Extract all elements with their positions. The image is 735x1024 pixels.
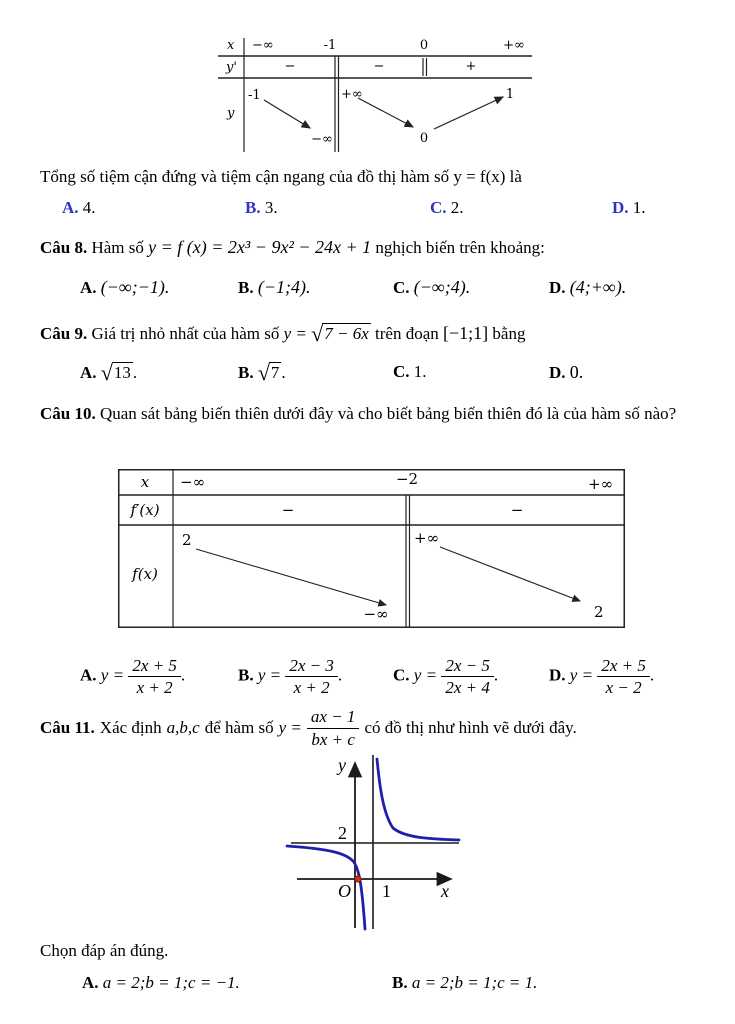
q9-option-a-radicand: 13: [113, 363, 131, 382]
q10-option-a-prefix: y =: [100, 665, 125, 685]
q10-number: Câu 10.: [40, 404, 96, 423]
q9-options: [0, 362, 735, 390]
q9-option-c-text: 1.: [413, 362, 427, 381]
q9-mid: trên đoạn: [375, 324, 439, 343]
q10-option-a-letter: A.: [80, 665, 97, 685]
q9-math-prefix: y =: [283, 324, 307, 343]
q8-option-c-letter: C.: [393, 278, 410, 297]
q11-post: có đồ thị như hình vẽ dưới đây.: [364, 718, 577, 737]
q11-pre: Xác định: [99, 718, 162, 737]
q10-x-neg-inf: −∞: [180, 473, 206, 491]
q7-option-b-text: 3.: [264, 198, 278, 217]
q11-graph-one: 1: [382, 881, 391, 901]
q9-radicand: 7 − 6x: [324, 324, 369, 343]
q10-table-label-f: f(x): [132, 565, 158, 583]
q7-y-min: 0: [419, 131, 429, 146]
q10-variation-table: [118, 469, 625, 628]
q11-graph-ylabel: y: [338, 755, 346, 775]
q8-pre: Hàm số: [91, 238, 144, 257]
q11-number: Câu 11.: [40, 718, 95, 737]
q7-y-neg-inf: −∞: [311, 132, 333, 147]
q10-text: Quan sát bảng biến thiên dưới đây và cho biết bảng biến thiên đó là của hàm số nào?: [99, 404, 677, 423]
q9-option-a-letter: A.: [80, 363, 97, 382]
q7-x-pos-inf: +∞: [503, 38, 525, 53]
q7-x-minus-1: -1: [323, 38, 337, 53]
q8-option-b-letter: B.: [238, 278, 254, 297]
q10-option-c-fraction: [441, 656, 494, 697]
q8-option-d: [549, 277, 626, 298]
q11-numerator: ax − 1: [307, 707, 360, 728]
q7-question: Tổng số tiệm cận đứng và tiệm cận ngang của đồ thị hàm số y = f(x) là: [40, 167, 522, 186]
q8-math: y = f (x) = 2x³ − 9x² − 24x + 1: [148, 237, 372, 257]
q9-option-b-radical: √: [257, 360, 270, 385]
q7-option-b-letter: B.: [245, 198, 261, 217]
q10-option-a-denominator: x + 2: [136, 678, 173, 698]
q10-option-a-fraction: [128, 656, 181, 697]
q7-y-pos-inf: +∞: [341, 87, 363, 102]
q10-table-label-x: x: [140, 473, 150, 491]
q9-post: bằng: [492, 324, 526, 343]
q10-option-c-numerator: 2x − 5: [441, 656, 494, 677]
q7-option-c-letter: C.: [430, 198, 447, 217]
q7-table-lines: [218, 36, 536, 156]
q8-option-b: [238, 277, 310, 298]
q11-choose-prompt: Chọn đáp án đúng.: [40, 941, 169, 960]
q11-option-a-text: a = 2;b = 1;c = −1.: [102, 973, 240, 992]
q9-interval: [−1;1]: [443, 323, 489, 343]
q8-question: [40, 237, 545, 258]
q9-option-c: [393, 362, 427, 382]
q11-graph: [285, 753, 465, 933]
q10-option-c-prefix: y =: [413, 665, 438, 685]
q9-option-a-radical: √: [100, 360, 113, 385]
q9-question: [40, 323, 525, 345]
q7-table-label-x: x: [227, 38, 235, 53]
q9-option-b-letter: B.: [238, 363, 254, 382]
q9-option-a-suffix: .: [132, 363, 138, 382]
q10-sign-left: −: [281, 501, 295, 519]
q7-option-a: [62, 198, 96, 218]
q7-option-b: [245, 198, 278, 218]
q8-option-c: [393, 277, 470, 298]
q10-option-d-prefix: y =: [569, 665, 594, 685]
q10-x-minus-2: −2: [395, 470, 419, 488]
q10-option-d-suffix: .: [649, 665, 655, 685]
q11-vars: a,b,c: [166, 718, 200, 737]
q9-radical-sign: √: [311, 321, 324, 346]
q11-option-a: [82, 973, 240, 993]
q10-option-a-suffix: .: [180, 665, 186, 685]
q11-option-b-text: a = 2;b = 1;c = 1.: [411, 973, 538, 992]
q10-option-d: [549, 656, 654, 697]
q8-option-d-letter: D.: [549, 278, 566, 297]
q11-graph-canvas: [285, 753, 465, 933]
q9-option-d-text: 0.: [569, 362, 584, 382]
q7-table-label-yprime: y': [226, 60, 237, 75]
q10-question: [40, 398, 712, 430]
q10-option-b-denominator: x + 2: [293, 678, 330, 698]
q9-pre: Giá trị nhỏ nhất của hàm số: [91, 324, 280, 343]
q11-denominator: bx + c: [311, 729, 355, 749]
q9-option-d-letter: D.: [549, 363, 566, 382]
q7-sign-right: +: [465, 59, 477, 74]
q10-option-b-numerator: 2x − 3: [285, 656, 338, 677]
q10-f-bottom-right: 2: [594, 603, 604, 621]
q7-option-a-text: 4.: [82, 198, 96, 217]
q11-graph-xlabel: x: [441, 881, 449, 901]
q11-fraction: [307, 707, 360, 748]
q8-option-a: [80, 277, 169, 298]
q8-option-b-text: (−1;4).: [257, 277, 311, 297]
q11-mid: để hàm số: [204, 718, 274, 737]
q7-option-c: [430, 198, 464, 218]
q7-y-start: -1: [248, 88, 261, 103]
q10-option-a: [80, 656, 185, 697]
q11-graph-marked-point: [355, 876, 361, 882]
q11-graph-two: 2: [338, 823, 347, 843]
q10-options: [0, 644, 735, 700]
q10-option-c-letter: C.: [393, 665, 410, 685]
q11-math-prefix: y =: [278, 718, 302, 737]
q8-option-a-letter: A.: [80, 278, 97, 297]
q10-option-c: [393, 656, 498, 697]
q10-sign-right: −: [510, 501, 524, 519]
q9-option-b-radicand: 7: [270, 363, 280, 382]
q11-graph-origin: O: [338, 881, 351, 901]
q8-option-d-text: (4;+∞).: [569, 277, 627, 297]
q8-number: Câu 8.: [40, 238, 88, 257]
q9-option-b: [238, 362, 286, 384]
q10-option-b-suffix: .: [337, 665, 343, 685]
q9-option-d: [549, 362, 583, 383]
q7-variation-table: [218, 36, 536, 156]
q9-number: Câu 9.: [40, 324, 88, 343]
q10-table-label-fprime: f′(x): [130, 501, 160, 519]
q10-option-b: [238, 656, 342, 697]
q11-option-a-letter: A.: [82, 973, 99, 992]
q10-x-pos-inf: +∞: [588, 475, 614, 493]
q10-option-a-numerator: 2x + 5: [128, 656, 181, 677]
q8-option-a-text: (−∞;−1).: [100, 277, 170, 297]
q10-f-top-right: +∞: [414, 529, 440, 547]
q7-option-a-letter: A.: [62, 198, 79, 217]
q7-x-neg-inf: −∞: [252, 38, 274, 53]
q10-f-top-left: 2: [182, 531, 192, 549]
q10-option-c-denominator: 2x + 4: [445, 678, 490, 698]
q10-option-c-suffix: .: [493, 665, 499, 685]
q10-option-b-fraction: [285, 656, 338, 697]
q10-f-bottom-left: −∞: [363, 605, 389, 623]
q7-y-end: 1: [505, 87, 515, 102]
q11-option-b: [392, 973, 537, 993]
q9-option-b-suffix: .: [281, 363, 286, 382]
q10-option-b-letter: B.: [238, 665, 254, 685]
q8-option-c-text: (−∞;4).: [413, 277, 471, 297]
q7-x-zero: 0: [419, 38, 429, 53]
q7-option-d-letter: D.: [612, 198, 629, 217]
q7-sign-left: −: [284, 59, 296, 74]
q8-post: nghịch biến trên khoảng:: [375, 238, 545, 257]
q8-options: [0, 277, 735, 305]
q7-table-label-y: y: [227, 106, 235, 121]
q10-option-d-letter: D.: [549, 665, 566, 685]
q10-option-d-denominator: x − 2: [605, 678, 642, 698]
q11-question: [40, 705, 577, 751]
q10-option-b-prefix: y =: [257, 665, 282, 685]
q11-options: [0, 973, 735, 999]
q9-option-a: [80, 362, 137, 384]
q7-option-d: [612, 198, 646, 218]
q7-options: [0, 198, 735, 222]
q9-option-c-letter: C.: [393, 362, 410, 381]
q7-sign-mid: −: [373, 59, 385, 74]
q7-option-d-text: 1.: [632, 198, 646, 217]
q10-option-d-numerator: 2x + 5: [597, 656, 650, 677]
q10-option-d-fraction: [597, 656, 650, 697]
q11-option-b-letter: B.: [392, 973, 408, 992]
q7-option-c-text: 2.: [450, 198, 464, 217]
